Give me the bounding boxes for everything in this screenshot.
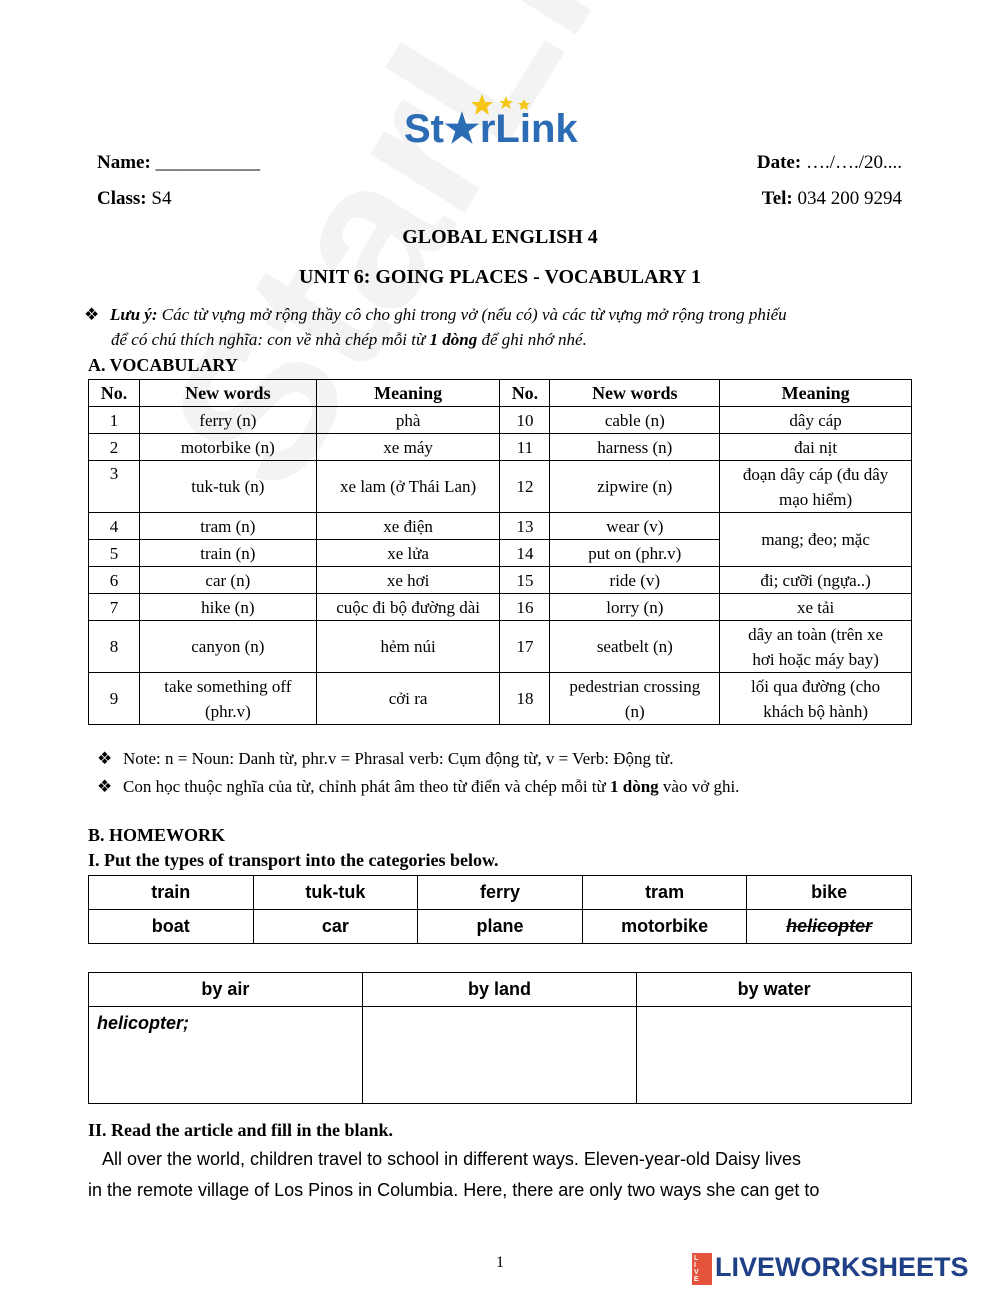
word-cell: ferry	[418, 876, 583, 910]
table-row: 9 take something off (phr.v) cởi ra 18 pedestrian crossing (n) lối qua đường (cho khách bộ hành)	[89, 673, 912, 725]
by-land-answer[interactable]	[362, 1007, 637, 1104]
by-water-answer[interactable]	[637, 1007, 912, 1104]
transport-word-bank	[88, 875, 912, 944]
word-cell: bike	[747, 876, 912, 910]
class-field: Class: S4	[97, 188, 172, 209]
table-row: 2 motorbike (n) xe máy 11 harness (n) đai nịt	[89, 434, 912, 461]
word-cell: tuk-tuk	[253, 876, 418, 910]
table-row: 3 tuk-tuk (n) xe lam (ở Thái Lan) 12 zipwire (n) đoạn dây cáp (đu dây mạo hiểm)	[89, 461, 912, 513]
table-header-row: No. New words Meaning No. New words Meaning	[89, 380, 912, 407]
by-air-answer[interactable]: helicopter;	[89, 1007, 363, 1104]
diamond-bullet-icon: ❖	[84, 305, 100, 324]
word-cell: plane	[418, 910, 583, 944]
table-row: 1 ferry (n) phà 10 cable (n) dây cáp	[89, 407, 912, 434]
word-cell: motorbike	[582, 910, 747, 944]
liveworksheets-logo: LIVE LIVEWORKSHEETS	[694, 1252, 969, 1283]
word-cell: tram	[582, 876, 747, 910]
name-field: Name: ___________	[97, 152, 261, 173]
section-b-heading: B. HOMEWORK	[88, 825, 226, 845]
course-title: GLOBAL ENGLISH 4	[402, 226, 598, 248]
tel-field: Tel: 034 200 9294	[761, 188, 902, 209]
answer-row	[89, 1007, 912, 1104]
word-cell-struck: helicopter	[747, 910, 912, 944]
table-row: 8 canyon (n) hẻm núi 17 seatbelt (n) dây an toàn (trên xe hơi hoặc máy bay)	[89, 621, 912, 673]
table-row: 6 car (n) xe hơi 15 ride (v) đi; cưỡi (ngựa..)	[89, 567, 912, 594]
page-number: 1	[496, 1254, 504, 1271]
starlink-logo	[404, 92, 604, 152]
exercise-2-title: II. Read the article and fill in the blank.	[88, 1120, 394, 1140]
diamond-bullet-icon: ❖	[97, 777, 113, 796]
article-text: All over the world, children travel to school in different ways. Eleven-year-old Daisy lives in the remote village of Los Pinos in Columbia. Here, there are only two ways she can get to	[88, 1149, 820, 1200]
date-field: Date: …./…./20....	[756, 152, 902, 173]
transport-categories-table	[88, 972, 912, 1104]
unit-title: UNIT 6: GOING PLACES - VOCABULARY 1	[299, 266, 701, 288]
word-cell: car	[253, 910, 418, 944]
word-cell: boat	[89, 910, 254, 944]
table-row	[89, 910, 912, 944]
table-row: 4 tram (n) xe điện 13 wear (v) mang; đeo; mặc	[89, 513, 912, 540]
exercise-1-title: I. Put the types of transport into the categories below.	[88, 850, 499, 870]
table-header-row: by air by land by water	[89, 973, 912, 1007]
table-row: 7 hike (n) cuộc đi bộ đường dài 16 lorry (n) xe tải	[89, 594, 912, 621]
note-block: ❖ Lưu ý: Các từ vựng mở rộng thầy cô cho ghi trong vở (nếu có) và các từ vựng mở rộng trong phiếu để có chú thích nghĩa: con về nhà chép mỗi từ 1 dòng để ghi nhớ nhé.	[84, 302, 787, 352]
table-row: 5 train (n) xe lửa 14 put on (phr.v)	[89, 540, 912, 567]
section-a-heading: A. VOCABULARY	[88, 355, 238, 375]
vocabulary-table	[88, 379, 912, 725]
table-row	[89, 876, 912, 910]
live-badge-icon: LIVE	[692, 1253, 712, 1285]
word-cell: train	[89, 876, 254, 910]
notes-block: ❖ Note: n = Noun: Danh từ, phr.v = Phrasal verb: Cụm động từ, v = Verb: Động từ. ❖ Con học thuộc nghĩa của từ, chỉnh phát âm theo từ điển và chép mỗi từ 1 dòng vào vở ghi.	[97, 745, 739, 801]
logo-text: St★rLink	[404, 107, 578, 151]
diamond-bullet-icon: ❖	[97, 749, 113, 768]
